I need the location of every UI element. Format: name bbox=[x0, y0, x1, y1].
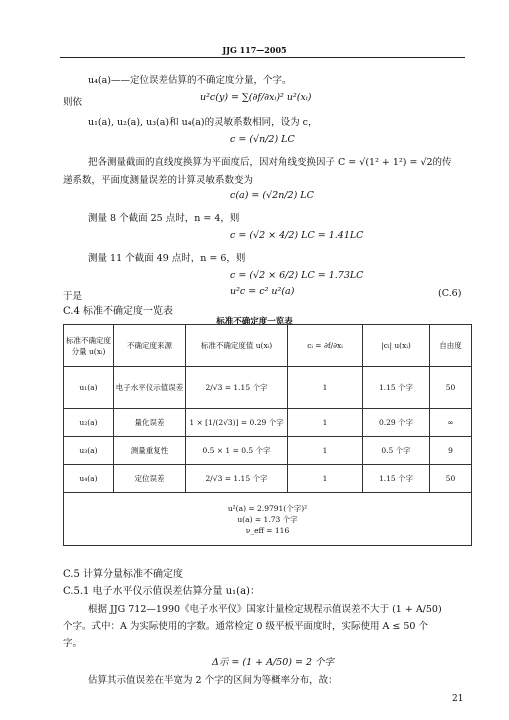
table-row bbox=[64, 437, 472, 465]
header-source: 不确定度来源 bbox=[114, 325, 186, 367]
equation-number: (C.6) bbox=[438, 288, 462, 299]
cell-dof: 50 bbox=[430, 465, 472, 493]
cell-product: 1.15 个字 bbox=[363, 465, 430, 493]
case-11-sections: 测量 11 个截面 49 点时，n = 6，则 bbox=[88, 253, 246, 264]
formula-c-141: c = (√2 × 4/2) LC = 1.41LC bbox=[230, 230, 364, 241]
running-header: JJG 117—2005 bbox=[222, 45, 287, 55]
section-c4-heading: C.4 标准不确定度一览表 bbox=[63, 306, 174, 317]
paragraph-line-2: 递系数，平面度测量误差的计算灵敏系数变为 bbox=[63, 175, 254, 186]
case-8-sections: 测量 8 个截面 25 点时，n = 4，则 bbox=[88, 213, 240, 224]
cell-source: 测量重复性 bbox=[114, 437, 186, 465]
cell-dof: ∞ bbox=[430, 409, 472, 437]
uncertainty-table bbox=[63, 324, 472, 546]
formula-c: c = (√n/2) LC bbox=[230, 134, 295, 145]
cell-component: u₂(a) bbox=[64, 409, 114, 437]
cell-ci: 1 bbox=[288, 409, 363, 437]
combined-variance-formula: u²c(y) = ∑(∂f/∂xᵢ)² u²(xᵢ) bbox=[200, 92, 312, 103]
summary-uncertainty: u(a) = 1.73 个字 bbox=[237, 514, 298, 524]
header-ci: cᵢ = ∂f/∂xᵢ bbox=[288, 325, 363, 367]
cell-ci: 1 bbox=[288, 437, 363, 465]
table-caption: 标准不确定度一览表 bbox=[216, 317, 293, 327]
cell-component: u₁(a) bbox=[64, 367, 114, 409]
section-c5-heading: C.5 计算分量标准不确定度 bbox=[63, 569, 184, 580]
cell-product: 0.5 个字 bbox=[363, 437, 430, 465]
cell-source: 定位误差 bbox=[114, 465, 186, 493]
formula-uc2: u²c = c² u²(a) bbox=[230, 286, 295, 297]
paragraph-line-3: 字。 bbox=[63, 638, 83, 649]
cell-ci: 1 bbox=[288, 367, 363, 409]
table-row bbox=[64, 367, 472, 409]
summary-variance: u²(a) = 2.9791(个字)² bbox=[227, 503, 308, 513]
cell-source: 量化误差 bbox=[114, 409, 186, 437]
table-row bbox=[64, 465, 472, 493]
cell-value: 1 × [1/(2√3)] = 0.29 个字 bbox=[186, 409, 288, 437]
cell-product: 1.15 个字 bbox=[363, 367, 430, 409]
cell-component: u₄(a) bbox=[64, 465, 114, 493]
cell-dof: 9 bbox=[430, 437, 472, 465]
header-rule bbox=[60, 57, 465, 58]
cell-product: 0.29 个字 bbox=[363, 409, 430, 437]
sensitivity-line: u₁(a), u₂(a), u₃(a)和 u₄(a)的灵敏系数相同，设为 c， bbox=[88, 117, 318, 128]
cell-source: 电子水平仪示值误差 bbox=[114, 367, 186, 409]
cell-value: 2/√3 = 1.15 个字 bbox=[186, 465, 288, 493]
table-row bbox=[64, 409, 472, 437]
page-number: 21 bbox=[452, 694, 464, 704]
paragraph-line-2: 个字。式中：A 为实际使用的字数。通常检定 0 级平板平面度时，实际使用 A ≤ 50 个 bbox=[63, 621, 428, 632]
header-value: 标准不确定度值 u(xᵢ) bbox=[186, 325, 288, 367]
text-yu-shi: 于是 bbox=[63, 291, 83, 302]
text-ze-yi: 则依 bbox=[63, 97, 83, 108]
definition-line: u₄(a)——定位误差估算的不确定度分量，个字。 bbox=[88, 75, 292, 86]
summary-cell bbox=[64, 493, 472, 546]
paragraph-line-1: 把各测量截面的直线度换算为平面度后，因对角线变换因子 C = √(1² + 1²) = √2的传 bbox=[88, 157, 452, 168]
cell-value: 0.5 × 1 = 0.5 个字 bbox=[186, 437, 288, 465]
cell-dof: 50 bbox=[430, 367, 472, 409]
indication-error-formula: Δ示 = (1 + A/50) = 2 个字 bbox=[212, 657, 335, 668]
formula-ca: c(a) = (√2n/2) LC bbox=[230, 190, 314, 201]
table-header-row bbox=[64, 325, 472, 367]
table-summary-row bbox=[64, 493, 472, 546]
header-component: 标准不确定度分量 u(xᵢ) bbox=[64, 325, 114, 367]
paragraph-line-4: 估算其示值误差在半宽为 2 个字的区间为等概率分布，故： bbox=[88, 675, 338, 686]
cell-component: u₃(a) bbox=[64, 437, 114, 465]
header-dof: 自由度 bbox=[430, 325, 472, 367]
cell-ci: 1 bbox=[288, 465, 363, 493]
paragraph-line-1: 根据 JJG 712—1990《电子水平仪》国家计量检定规程示值误差不大于 (1 + A/50) bbox=[88, 604, 442, 615]
formula-c-173: c = (√2 × 6/2) LC = 1.73LC bbox=[230, 270, 364, 281]
section-c51-heading: C.5.1 电子水平仪示值误差估算分量 u₁(a)： bbox=[63, 586, 260, 597]
summary-effective-dof: ν_eff = 116 bbox=[245, 525, 290, 535]
header-product: |cᵢ| u(xᵢ) bbox=[363, 325, 430, 367]
cell-value: 2/√3 = 1.15 个字 bbox=[186, 367, 288, 409]
